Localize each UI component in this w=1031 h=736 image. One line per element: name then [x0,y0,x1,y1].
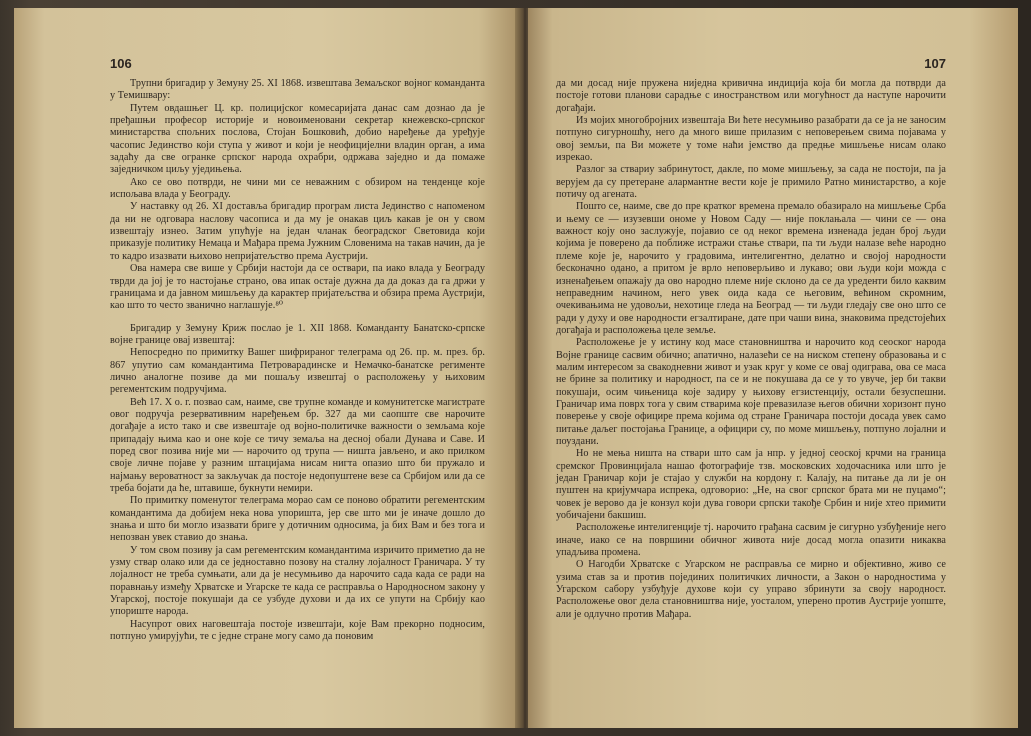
right-page [528,8,1018,728]
left-page [14,8,519,728]
paragraph: Разлог за ствариу забринутост, дакле, по моме мишљењу, за сада не постоји, па ја верујем да су претеране алармантне вести које је примило Ратно министарство, а које потичу од агената. [556,164,946,201]
left-page-text [110,78,485,643]
paragraph: Непосредно по примитку Вашег шифрираног телеграма од 26. пр. м. през. бр. 867 упутио сам командантима Петроварадинске и Немачко-банатске регименте лично аналогне позиве да ми пошаљу извештај о расположењу у њиховим регементским подручјима. [110,347,485,396]
right-page-text [556,78,946,621]
paragraph: Но не мења ништа на ствари што сам ја нпр. у једној сеоској крчми на граница сремског Провинцијала нашао фотографије тзв. московских ходочасника или што је један Граничар који је стајао у служби на кордону г. Калају, на питање да ли је он пуштен на кријумчара испрека, одговорио: „Не, на свог српског брата ми не пуцамо“; човек је верово да је конзул који дува говори српски такође Србин и није хтео примити уобичајени бакшиш. [556,448,946,522]
page-number-right: 107 [924,56,946,71]
paragraph: Насупрот ових наговештаја постоје извештаји, које Вам прекорно подносим, потпуно умирујући, те с једне стране могу само да поновим [110,618,485,643]
paragraph: Путем овдашњег Ц. кр. полицијског комесаријата данас сам дознао да је пређашњи професор историје и новоименовани секретар кнежевско-српског министарства спољних послова, Стојан Бошковић, добио наређење да уређује часопис Јединство који ступа у живот и који је неофицијелни владин орган, а има задаћу да све огранке српског народа охрабри, одржава заједно и да помаже заједничком циљу уједињења. [110,102,485,176]
paragraph: Расположење интелигенције тј. нарочито грађана сасвим је сигурно узбуђеније него иначе, иако се на површини обичног живота није досад могла опазити никаква упадљива промена. [556,522,946,559]
paragraph: У наставку од 26. XI доставља бригадир програм листа Јединство с напоменом да ни не одговара наслову часописа и да му је онакав циљ какав је он у свом извештају изнео. Затим упућује на један чланак београдског Световида који приказује политику Немаца и Мађара према Јужним Словенима на такав начин, да је то кадро изазвати њихово непријатељство према Аустрији. [110,201,485,262]
paragraph: Већ 17. Х о. г. позвао сам, наиме, све трупне команде и комунитетске магистрате овог подручја резервативним наређењем бр. 327 да ми саопште све нарочите догађаје а исто тако и све извештаје од војно-политичке важности о земљама које припадају њима као и оне које се тичу земаља на десној обали Дунава и Саве. И поред свог позива није ми — нарочито од трупа — ништа јављено, и ако прилком своје личне појаве у разним штацијама нисам нигта опазио што би пружало и најмању вероватност за закључак да постоје недопуштене везе са Србијом или да се треба бојати да ће, штавише, букнути немири. [110,396,485,494]
paragraph: Трупни бригадир у Земуну 25. XI 1868. извештава Земаљског војног команданта у Темишвару: [110,78,485,102]
paragraph: Бригадир у Земуну Криж послао је 1. XII 1868. Команданту Банатско-српске војне границе овај извештај: [110,322,485,346]
paragraph: Из мојих многобројних извештаја Ви ћете несумњиво разабрати да се ја не заносим потпуно сигурношћу, него да много више прилазим с неповерењем свима појавама у овој земљи, па Ви можете у томе наћи јемство да предње мишљење нисам олако изрекао. [556,115,946,164]
paragraph: Ова намера све више у Србији настоји да се оствари, па иако влада у Београду тврди да јој је то настојање страно, ова ипак остаје дужна да да доказ да га држи у границама и да јавном мишљењу да карактер пријатељства и обзира према Аустрији, као што то често званично наглашује.⁸⁰ [110,263,485,312]
paragraph: У том свом позиву ја сам регементским командантима изричито приметио да не узму ствар олако или да се једноставно позову на сталну лојалност Граничара. У ту лојалност не треба сумњати, али да је несумњиво да нарочито сада када се ради на поравнању између Хрватске и Угарске те када се расправља о Народносном закону у Угарској, постоје покушаји да се узбуде духови и да их се упути на Србију као упориште народа. [110,544,485,618]
paragraph: Ако се ово потврди, не чини ми се неважним с обзиром на тенденце које испољава влада у Београду. [110,176,485,201]
paragraph: О Нагодби Хрватске с Угарском не расправља се мирно и објективно, живо се узима став за и против појединих политичких личности, а Закон о народностима у Угарском сабору узбуђује духове који су управо збринути за своју народност. Расположење овог дела становништва није, уосталом, уперено против Аустрије уопште, али је одлучно против Мађара. [556,559,946,620]
paragraph: По примитку поменутог телеграма морао сам се поново обратити регементским командантима да добијем нека нова упоришта, јер све што ми је иначе дошло до знања и што би могло изазвати бриге у дотичним односима, ја бих Вам и без тога и непозван увек ставио до знања. [110,495,485,544]
paragraph: да ми досад није пружена ниједна кривична индиција која би могла да потврди да постоје готови планови сарадње с иностранством или могућност да наступе нарочити догађаји. [556,78,946,114]
paragraph: Пошто се, наиме, све до пре кратког времена премало обазирало на мишљење Срба и њему се — изузевши ономе у Новом Саду — није поклањала — чини се — она важност коју оно заслужује, појавио се од неког времена изненада један број људи којима је поверено да поближе истражи стање ствари, па ти људи налазе веће народно племе које је, нарочито у градовима, интелигентно, делатно и својој народности бесконачно одано, а притом је врло неповерљиво и лукаво; ови људи који можда с изненађењем опажају да ово народно племе није склоно да се да уреденти било каквим неправедним начином, него увек оида када се његовим, већином скромним, очекивањима не удовољи, нехотице гледа на Београд — ти људи гледају све оно што се ради у духу и ове народности егзалтиране, дате при чаши вина, знаковима предстојећих догађаја и расположења целе земље. [556,201,946,336]
paragraph: Расположење је у истину код масе становништва и нарочито код сеоског народа Војне границе сасвим обично; апатично, налазећи се на ниском степену образовања и с малим интересом за свакодневни живот и узак круг у коме се овај одиграва, ова се маса не брине за политику и народност, па се и не покушава да се у то увуче, јер би такви покушаји, осим чињеница које задиру у њихову егзистенцију, остали безуспешни. Граничар има поврх тога у свим стварима које превазилазе његов обични хоризонт пуно поверење у своје официре према којима од стране Граничара постоји досада увек само питање даљег постојања Границе, а официри су, по моме мишљењу, потпуно лојални и поуздани. [556,337,946,447]
page-number-left: 106 [110,56,132,71]
